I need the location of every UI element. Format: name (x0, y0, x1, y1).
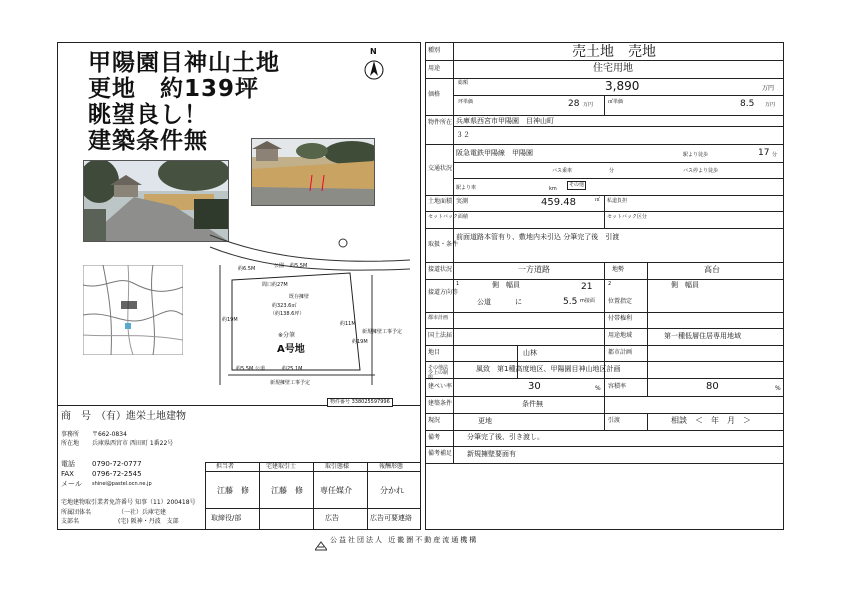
license: 知事（11）200418号 (135, 499, 196, 506)
tsubo-label: 坪単価 (458, 99, 474, 105)
map-bottom-road: 公道 (255, 366, 266, 372)
setsudo-label: 接道状況 (428, 266, 453, 273)
license-label: 宅地建物取引業者免許番号 (61, 499, 134, 506)
shubetsu-label: 種別 (428, 47, 441, 54)
rule-7 (425, 228, 784, 229)
postal: 〒662-0834 (92, 431, 127, 438)
m2-unit: 万円 (765, 102, 776, 108)
biko-text: 前面道路本管有り、敷地内未引込 分筆完了後 引渡 (456, 233, 620, 241)
mail: shinei@pastel.ocn.ne.jp (92, 481, 152, 487)
branch-label: 支部名 (61, 518, 80, 525)
traffic-sub-rule-1 (453, 162, 784, 163)
other-label: その他 (569, 182, 585, 188)
bus-walk: バス停より徒歩 (683, 168, 719, 174)
branch: (宅) 阪神・丹波 支部 (118, 518, 179, 525)
m2-label: ㎡単価 (608, 99, 624, 105)
km-unit: km (549, 186, 557, 192)
biko2-value: 分筆完了後、引き渡し。 (467, 433, 544, 441)
kenpei-pct: % (595, 385, 601, 392)
rule-19 (425, 463, 784, 464)
staff-col-3 (367, 462, 368, 530)
sesshi-value: 5.5 (563, 297, 578, 307)
headline-line-3: 眺望良し！ (88, 102, 208, 128)
footer-logo-icon (315, 536, 327, 546)
line-value: 阪急電鉄甲陽線 甲陽園 (456, 149, 533, 157)
kokudo-label: 国土法届 (428, 332, 453, 339)
map-kouen: 公園 (274, 263, 285, 269)
biko3-value: 新規擁壁要面有 (467, 450, 516, 458)
rule-17 (425, 430, 784, 431)
kakaku-value: 3,890 (605, 79, 640, 93)
manen-unit: 万円 (762, 85, 775, 92)
map-lot-label: A号地 (277, 344, 305, 355)
address: 兵庫県西宮市 西田町 1番22号 (92, 440, 174, 447)
map-bottom-w: 約25.1M (282, 366, 303, 372)
addr-sub-rule (453, 126, 784, 127)
company-name: （有）進栄土地建物 (96, 411, 186, 422)
rule-18 (425, 446, 784, 447)
company-name-label: 商 号 (61, 411, 91, 422)
staff-value-2: 江藤 修 (271, 486, 303, 495)
price-sub-rule (453, 95, 784, 96)
sogaku-label: 総額 (458, 80, 469, 86)
walk-value: 17 (758, 148, 770, 158)
kenchiku-label: 建築条件 (428, 400, 453, 407)
menseki-label: 土地面積 (428, 198, 453, 205)
map-road-w2: 約5.5M (290, 263, 308, 269)
staff-col-2 (313, 462, 314, 530)
headline-line-4: 建築条件無 (88, 128, 208, 154)
tel-label: 電話 (61, 460, 75, 468)
biko3-label: 備考補足 (428, 450, 453, 457)
office-label: 事務所 (61, 431, 80, 438)
genkyo-col-mid (604, 413, 605, 430)
rule-1 (425, 60, 784, 61)
hoko-label: 接道方向等 (428, 289, 459, 296)
north-label: N (370, 47, 377, 56)
setsudo-value: 一方道路 (518, 265, 550, 274)
assoc-label: 所属団体名 (61, 509, 92, 516)
kenpei-label: 建ぺい率 (428, 383, 453, 390)
staff-bottom-1: 取締役/部 (211, 514, 242, 522)
traffic-sub-rule-2 (453, 178, 784, 179)
staff-value-4: 分かれ (380, 486, 404, 495)
bus-fun: 分 (609, 168, 615, 174)
map-bunkatsu: ※分筆 (278, 332, 296, 339)
hikiwatashi-label: 引渡 (608, 417, 621, 424)
bukken-value: 兵庫県西宮市甲陽園 目神山町 (456, 117, 554, 125)
rule-4 (425, 144, 784, 145)
kotsu-label: 交通状況 (428, 165, 453, 172)
fax: 0796-72-2545 (92, 470, 142, 478)
staff-value-3: 専任媒介 (320, 486, 352, 495)
property-number: 物件番号 338025597996 (327, 398, 393, 407)
kenchiku-value: 条件無 (522, 400, 543, 408)
jissoku-label: 実測 (456, 198, 469, 205)
tel: 0790-72-0777 (92, 460, 142, 468)
menseki-value: 459.48 (541, 197, 576, 208)
map-depth-right: 約19M (352, 339, 368, 345)
photo-lot (251, 138, 375, 206)
genkyo-label: 都市計画 (608, 349, 633, 356)
ni-particle: に (515, 298, 522, 306)
youto-chiiki-value: 第一種低層住居専用地域 (664, 332, 741, 340)
genkyo2-value: 更地 (478, 417, 492, 425)
youto-label: 用途 (428, 65, 441, 72)
map-top-note: 既存擁壁 (289, 294, 310, 300)
fax-label: FAX (61, 470, 74, 478)
map-width2: 約11M (340, 321, 356, 327)
walk-unit: 分 (772, 152, 778, 158)
haba-value: 21 (581, 282, 593, 292)
price-col-mid (604, 95, 605, 115)
toshi-label: 都市計画 (428, 315, 449, 321)
shubetsu-value: 売土地 売地 (572, 44, 656, 60)
gawa-2: 側 幅員 (671, 281, 699, 289)
map-bottom-note: 新規擁壁工事予定 (270, 380, 311, 386)
map-depth-left: 約19M (222, 317, 238, 323)
hikiwatashi-value: 相談 ＜ 年 月 ＞ (671, 416, 751, 425)
genkyo-col-mid-2 (647, 413, 648, 430)
tsubo-unit: 万円 (583, 102, 594, 108)
rule-3 (425, 115, 784, 116)
biko2-label: 備考 (428, 434, 441, 441)
tsubo-value: 28 (568, 99, 580, 109)
spec-label-col (453, 42, 454, 463)
staff-value-1: 江藤 修 (217, 486, 249, 495)
hoko-col-mid (517, 345, 518, 378)
genkyo2-label: 現況 (428, 417, 441, 424)
staff-bottom-3: 広告 (325, 514, 339, 522)
tochi-label: セットバック区分 (607, 214, 647, 220)
headline-line-1: 甲陽園目神山土地 (88, 50, 280, 76)
chisei-label: 地勢 (612, 266, 625, 273)
staff-header-1: 担当者 (216, 463, 235, 470)
staff-header-3: 取引態様 (325, 463, 350, 470)
ichi-label: 位置指定 (608, 298, 633, 305)
address-label: 所在地 (61, 440, 80, 447)
lot-survey-drawing (200, 225, 420, 395)
chiban-value: ３２ (456, 131, 470, 139)
bus-label: バス乗車 (552, 168, 573, 174)
setsudo-col-mid-1 (604, 262, 605, 380)
kenpei-value: 30 (528, 381, 541, 392)
biko-label: 取扱・条件 (428, 241, 459, 248)
yoseki-label: 容積率 (608, 383, 627, 390)
ratio-col-mid (604, 378, 605, 413)
staff-col-1 (259, 462, 260, 530)
staff-bottom-4: 広告可要連絡 (370, 514, 412, 522)
staff-header-2: 宅建取引士 (266, 463, 297, 470)
map-right-note: 新規擁壁工事予定 (362, 329, 403, 335)
chisei-value: 高台 (704, 265, 720, 274)
kakaku-label: 価格 (428, 91, 441, 98)
hoko-1: 1 (456, 281, 460, 287)
map-road-w1: 約6.5M (238, 266, 256, 272)
menseki-unit: ㎡ (595, 197, 601, 203)
gawa-1: 側 幅員 (492, 281, 520, 289)
setback-label: セットバック面積 (428, 214, 468, 220)
footer-text: 公益社団法人 近畿圏不動産流通機構 (330, 536, 479, 544)
yoseki-value: 80 (706, 381, 719, 392)
yoseki-pct: % (775, 385, 781, 392)
hoko-2: 2 (608, 281, 612, 287)
map-area-tsubo: （約138.6坪） (270, 311, 305, 317)
headline-line-2: 更地 約139坪 (88, 76, 260, 102)
youto-chiiki-label: 用途地域 (608, 332, 633, 339)
map-front: 間口約27M (262, 282, 288, 288)
kodo-value: 公道 (477, 298, 491, 306)
ratio-col-mid-2 (647, 378, 648, 396)
sonota-value: 風致 第1種高度地区、甲陽園目神山地区計画 (476, 365, 621, 373)
sesshi-unit: m接面 (580, 298, 595, 304)
chimoku-label: 地目 (428, 349, 441, 356)
setsudo-col-mid-2 (647, 262, 648, 380)
sonota-label: その他法令上の制限 (428, 365, 449, 381)
shido-label: 私道負担 (607, 198, 628, 204)
youto-value: 住宅用地 (593, 63, 633, 74)
m2-value: 8.5 (740, 99, 755, 109)
kijun-label: 付帯権利 (608, 315, 633, 322)
chimoku-value: 山林 (523, 349, 537, 357)
station-car-label: 駅より車 (456, 185, 477, 191)
walk-label: 駅より徒歩 (683, 152, 709, 158)
area-map (83, 265, 183, 355)
bukken-label: 物件所在 (428, 119, 453, 126)
map-area-main: 約323.6㎡ (272, 303, 297, 309)
assoc: （一社）兵庫宅建 (118, 509, 167, 516)
map-road-w3: 約5.5M (236, 366, 254, 372)
mail-label: メール (61, 480, 82, 488)
staff-header-4: 報酬形態 (379, 463, 404, 470)
area-col-mid (604, 195, 605, 228)
